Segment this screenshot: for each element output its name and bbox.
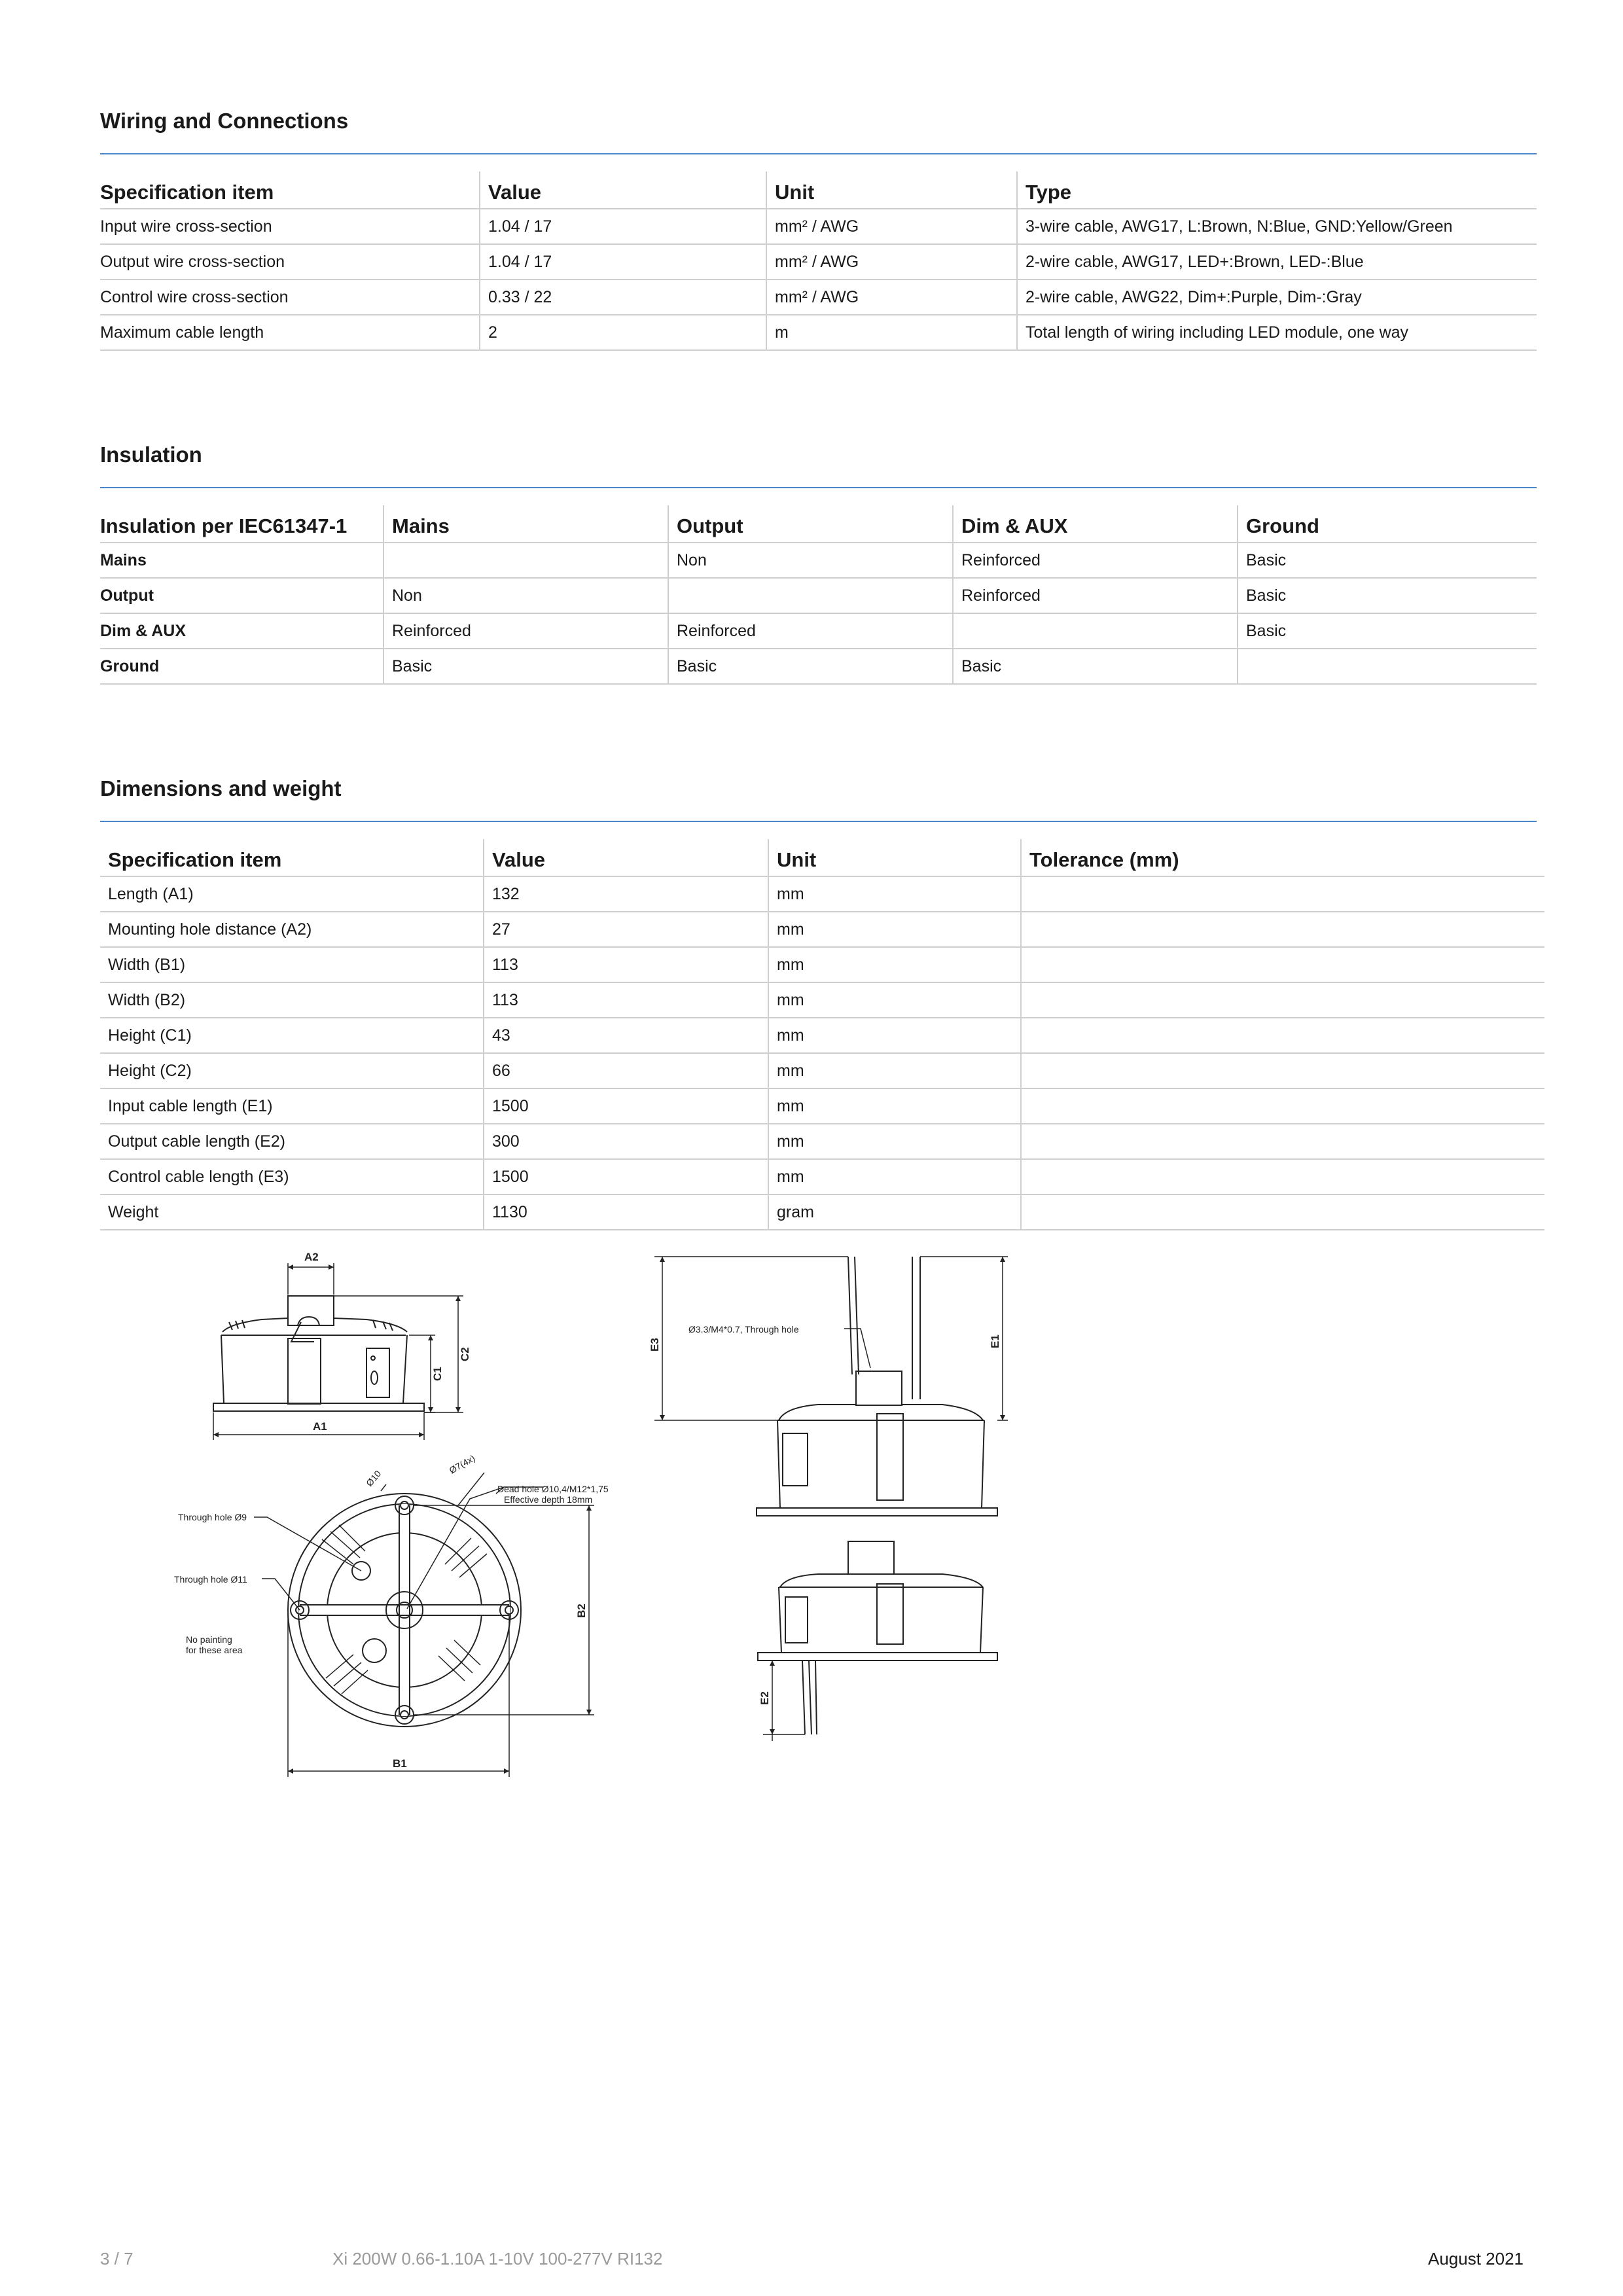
dimensions-cell: mm (768, 1018, 1021, 1053)
label-through-hole-33: Ø3.3/M4*0.7, Through hole (688, 1324, 799, 1335)
wiring-cell: Input wire cross-section (100, 209, 480, 244)
table-row (100, 876, 1544, 912)
table-row (100, 912, 1544, 947)
table-row (100, 1159, 1544, 1194)
wiring-cell: 1.04 / 17 (480, 244, 766, 279)
dimensions-cell (1021, 1124, 1544, 1159)
table-row (100, 1018, 1544, 1053)
dimensions-header-cell: Unit (768, 839, 1021, 876)
dimensions-cell (1021, 1018, 1544, 1053)
insulation-cell: Output (100, 578, 383, 613)
insulation-header-cell: Dim & AUX (953, 505, 1238, 543)
dimensions-cell (1021, 1088, 1544, 1124)
section-title-insulation: Insulation (100, 442, 202, 467)
dimensions-cell: 113 (484, 982, 768, 1018)
insulation-cell: Dim & AUX (100, 613, 383, 649)
insulation-cell: Reinforced (668, 613, 953, 649)
dimensions-cell: Control cable length (E3) (100, 1159, 484, 1194)
dimensions-cell (1021, 912, 1544, 947)
table-row (100, 649, 1537, 684)
label-dead-hole-depth: Effective depth 18mm (504, 1494, 593, 1505)
dimensions-cell: mm (768, 1053, 1021, 1088)
label-a2: A2 (304, 1251, 319, 1263)
table-row (100, 1194, 1544, 1230)
label-e1: E1 (989, 1335, 1001, 1348)
wiring-cell: 0.33 / 22 (480, 279, 766, 315)
dimensions-cell (1021, 1159, 1544, 1194)
wiring-cell: 2-wire cable, AWG17, LED+:Brown, LED-:Blue (1017, 244, 1537, 279)
dimensions-cell: gram (768, 1194, 1021, 1230)
wiring-header-cell: Type (1017, 171, 1537, 209)
insulation-cell: Reinforced (953, 578, 1238, 613)
label-d7: Ø7(4x) (447, 1452, 477, 1476)
product-name: Xi 200W 0.66-1.10A 1-10V 100-277V RI132 (332, 2249, 663, 2269)
label-through-hole-9: Through hole Ø9 (178, 1512, 247, 1522)
dimensions-cell: Input cable length (E1) (100, 1088, 484, 1124)
side-view (213, 1263, 463, 1440)
table-row (100, 613, 1537, 649)
wiring-cell: Total length of wiring including LED module, one way (1017, 315, 1537, 350)
insulation-cell: Basic (383, 649, 668, 684)
dimensions-header-cell: Value (484, 839, 768, 876)
wiring-cell: 2-wire cable, AWG22, Dim+:Purple, Dim-:Gray (1017, 279, 1537, 315)
dimensions-cell: mm (768, 1124, 1021, 1159)
wiring-cell: Control wire cross-section (100, 279, 480, 315)
dimensions-cell: mm (768, 1159, 1021, 1194)
insulation-cell: Basic (953, 649, 1238, 684)
document-date: August 2021 (1428, 2249, 1524, 2269)
table-row (100, 315, 1537, 350)
table-row (100, 543, 1537, 578)
table-row (100, 1088, 1544, 1124)
table-row (100, 947, 1544, 982)
table-row (100, 1053, 1544, 1088)
dimensions-cell: Output cable length (E2) (100, 1124, 484, 1159)
insulation-cell (953, 613, 1238, 649)
dimensions-cell: Width (B1) (100, 947, 484, 982)
wiring-header-cell: Specification item (100, 171, 480, 209)
wiring-header-cell: Value (480, 171, 766, 209)
insulation-cell: Ground (100, 649, 383, 684)
dimensions-cell: Mounting hole distance (A2) (100, 912, 484, 947)
insulation-cell (668, 578, 953, 613)
insulation-cell: Mains (100, 543, 383, 578)
dimensions-cell: Height (C2) (100, 1053, 484, 1088)
dimensions-cell: Height (C1) (100, 1018, 484, 1053)
insulation-cell (1238, 649, 1537, 684)
dimensions-cell: mm (768, 912, 1021, 947)
label-c1: C1 (431, 1367, 444, 1381)
label-no-painting-area: for these area (186, 1645, 243, 1655)
label-through-hole-11: Through hole Ø11 (174, 1574, 247, 1585)
wiring-cell: 2 (480, 315, 766, 350)
table-row (100, 209, 1537, 244)
label-a1: A1 (313, 1420, 327, 1433)
dimensions-cell: 300 (484, 1124, 768, 1159)
dimensions-cell: 1130 (484, 1194, 768, 1230)
label-c2: C2 (459, 1347, 471, 1361)
dimensions-header-cell: Tolerance (mm) (1021, 839, 1544, 876)
dimension-drawing (157, 1244, 1034, 1820)
insulation-header-cell: Mains (383, 505, 668, 543)
dimensions-cell: 43 (484, 1018, 768, 1053)
wiring-cell: 1.04 / 17 (480, 209, 766, 244)
dimensions-cell: 113 (484, 947, 768, 982)
label-e3: E3 (649, 1338, 661, 1352)
dimensions-cell: 132 (484, 876, 768, 912)
dimensions-cell: 1500 (484, 1159, 768, 1194)
dimensions-cell (1021, 1053, 1544, 1088)
insulation-cell: Basic (1238, 578, 1537, 613)
wiring-cell: Output wire cross-section (100, 244, 480, 279)
insulation-cell: Basic (1238, 543, 1537, 578)
section-title-dimensions: Dimensions and weight (100, 776, 342, 800)
dimensions-cell: mm (768, 1088, 1021, 1124)
dimensions-cell: 27 (484, 912, 768, 947)
table-row (100, 578, 1537, 613)
insulation-cell: Non (668, 543, 953, 578)
wiring-table (100, 171, 1537, 351)
dimensions-cell: 66 (484, 1053, 768, 1088)
label-e2: E2 (758, 1691, 771, 1705)
dimensions-cell: 1500 (484, 1088, 768, 1124)
dimensions-cell: Length (A1) (100, 876, 484, 912)
insulation-cell: Non (383, 578, 668, 613)
dimensions-cell: mm (768, 982, 1021, 1018)
table-row (100, 1124, 1544, 1159)
dimensions-cell (1021, 1194, 1544, 1230)
section-rule (100, 821, 1537, 822)
wiring-cell: mm² / AWG (766, 244, 1017, 279)
wiring-cell: 3-wire cable, AWG17, L:Brown, N:Blue, GND:Yellow/Green (1017, 209, 1537, 244)
insulation-header-cell: Output (668, 505, 953, 543)
table-row (100, 982, 1544, 1018)
dimensions-cell: mm (768, 947, 1021, 982)
label-d10: Ø10 (364, 1468, 383, 1488)
dimensions-cell (1021, 947, 1544, 982)
wiring-cell: mm² / AWG (766, 279, 1017, 315)
section-title-wiring: Wiring and Connections (100, 109, 349, 133)
section-rule (100, 487, 1537, 488)
insulation-cell (383, 543, 668, 578)
dimensions-cell: Width (B2) (100, 982, 484, 1018)
label-no-painting: No painting (186, 1634, 232, 1645)
section-rule (100, 153, 1537, 154)
wiring-cell: m (766, 315, 1017, 350)
label-b1: B1 (393, 1757, 407, 1770)
insulation-table (100, 505, 1537, 685)
insulation-cell: Basic (668, 649, 953, 684)
insulation-header-cell: Insulation per IEC61347-1 (100, 505, 383, 543)
dimensions-cell: Weight (100, 1194, 484, 1230)
page-number: 3 / 7 (100, 2249, 134, 2269)
wiring-cell: mm² / AWG (766, 209, 1017, 244)
dimensions-cell (1021, 982, 1544, 1018)
wiring-header-cell: Unit (766, 171, 1017, 209)
label-dead-hole: Dead hole Ø10,4/M12*1,75 (497, 1484, 609, 1494)
label-b2: B2 (575, 1604, 588, 1618)
wiring-cell: Maximum cable length (100, 315, 480, 350)
insulation-cell: Reinforced (383, 613, 668, 649)
dimensions-table (100, 839, 1544, 1230)
insulation-header-cell: Ground (1238, 505, 1537, 543)
bottom-view (254, 1473, 594, 1777)
dimensions-cell: mm (768, 876, 1021, 912)
table-row (100, 279, 1537, 315)
table-row (100, 244, 1537, 279)
dimensions-header-cell: Specification item (100, 839, 484, 876)
insulation-cell: Reinforced (953, 543, 1238, 578)
insulation-cell: Basic (1238, 613, 1537, 649)
dimensions-cell (1021, 876, 1544, 912)
